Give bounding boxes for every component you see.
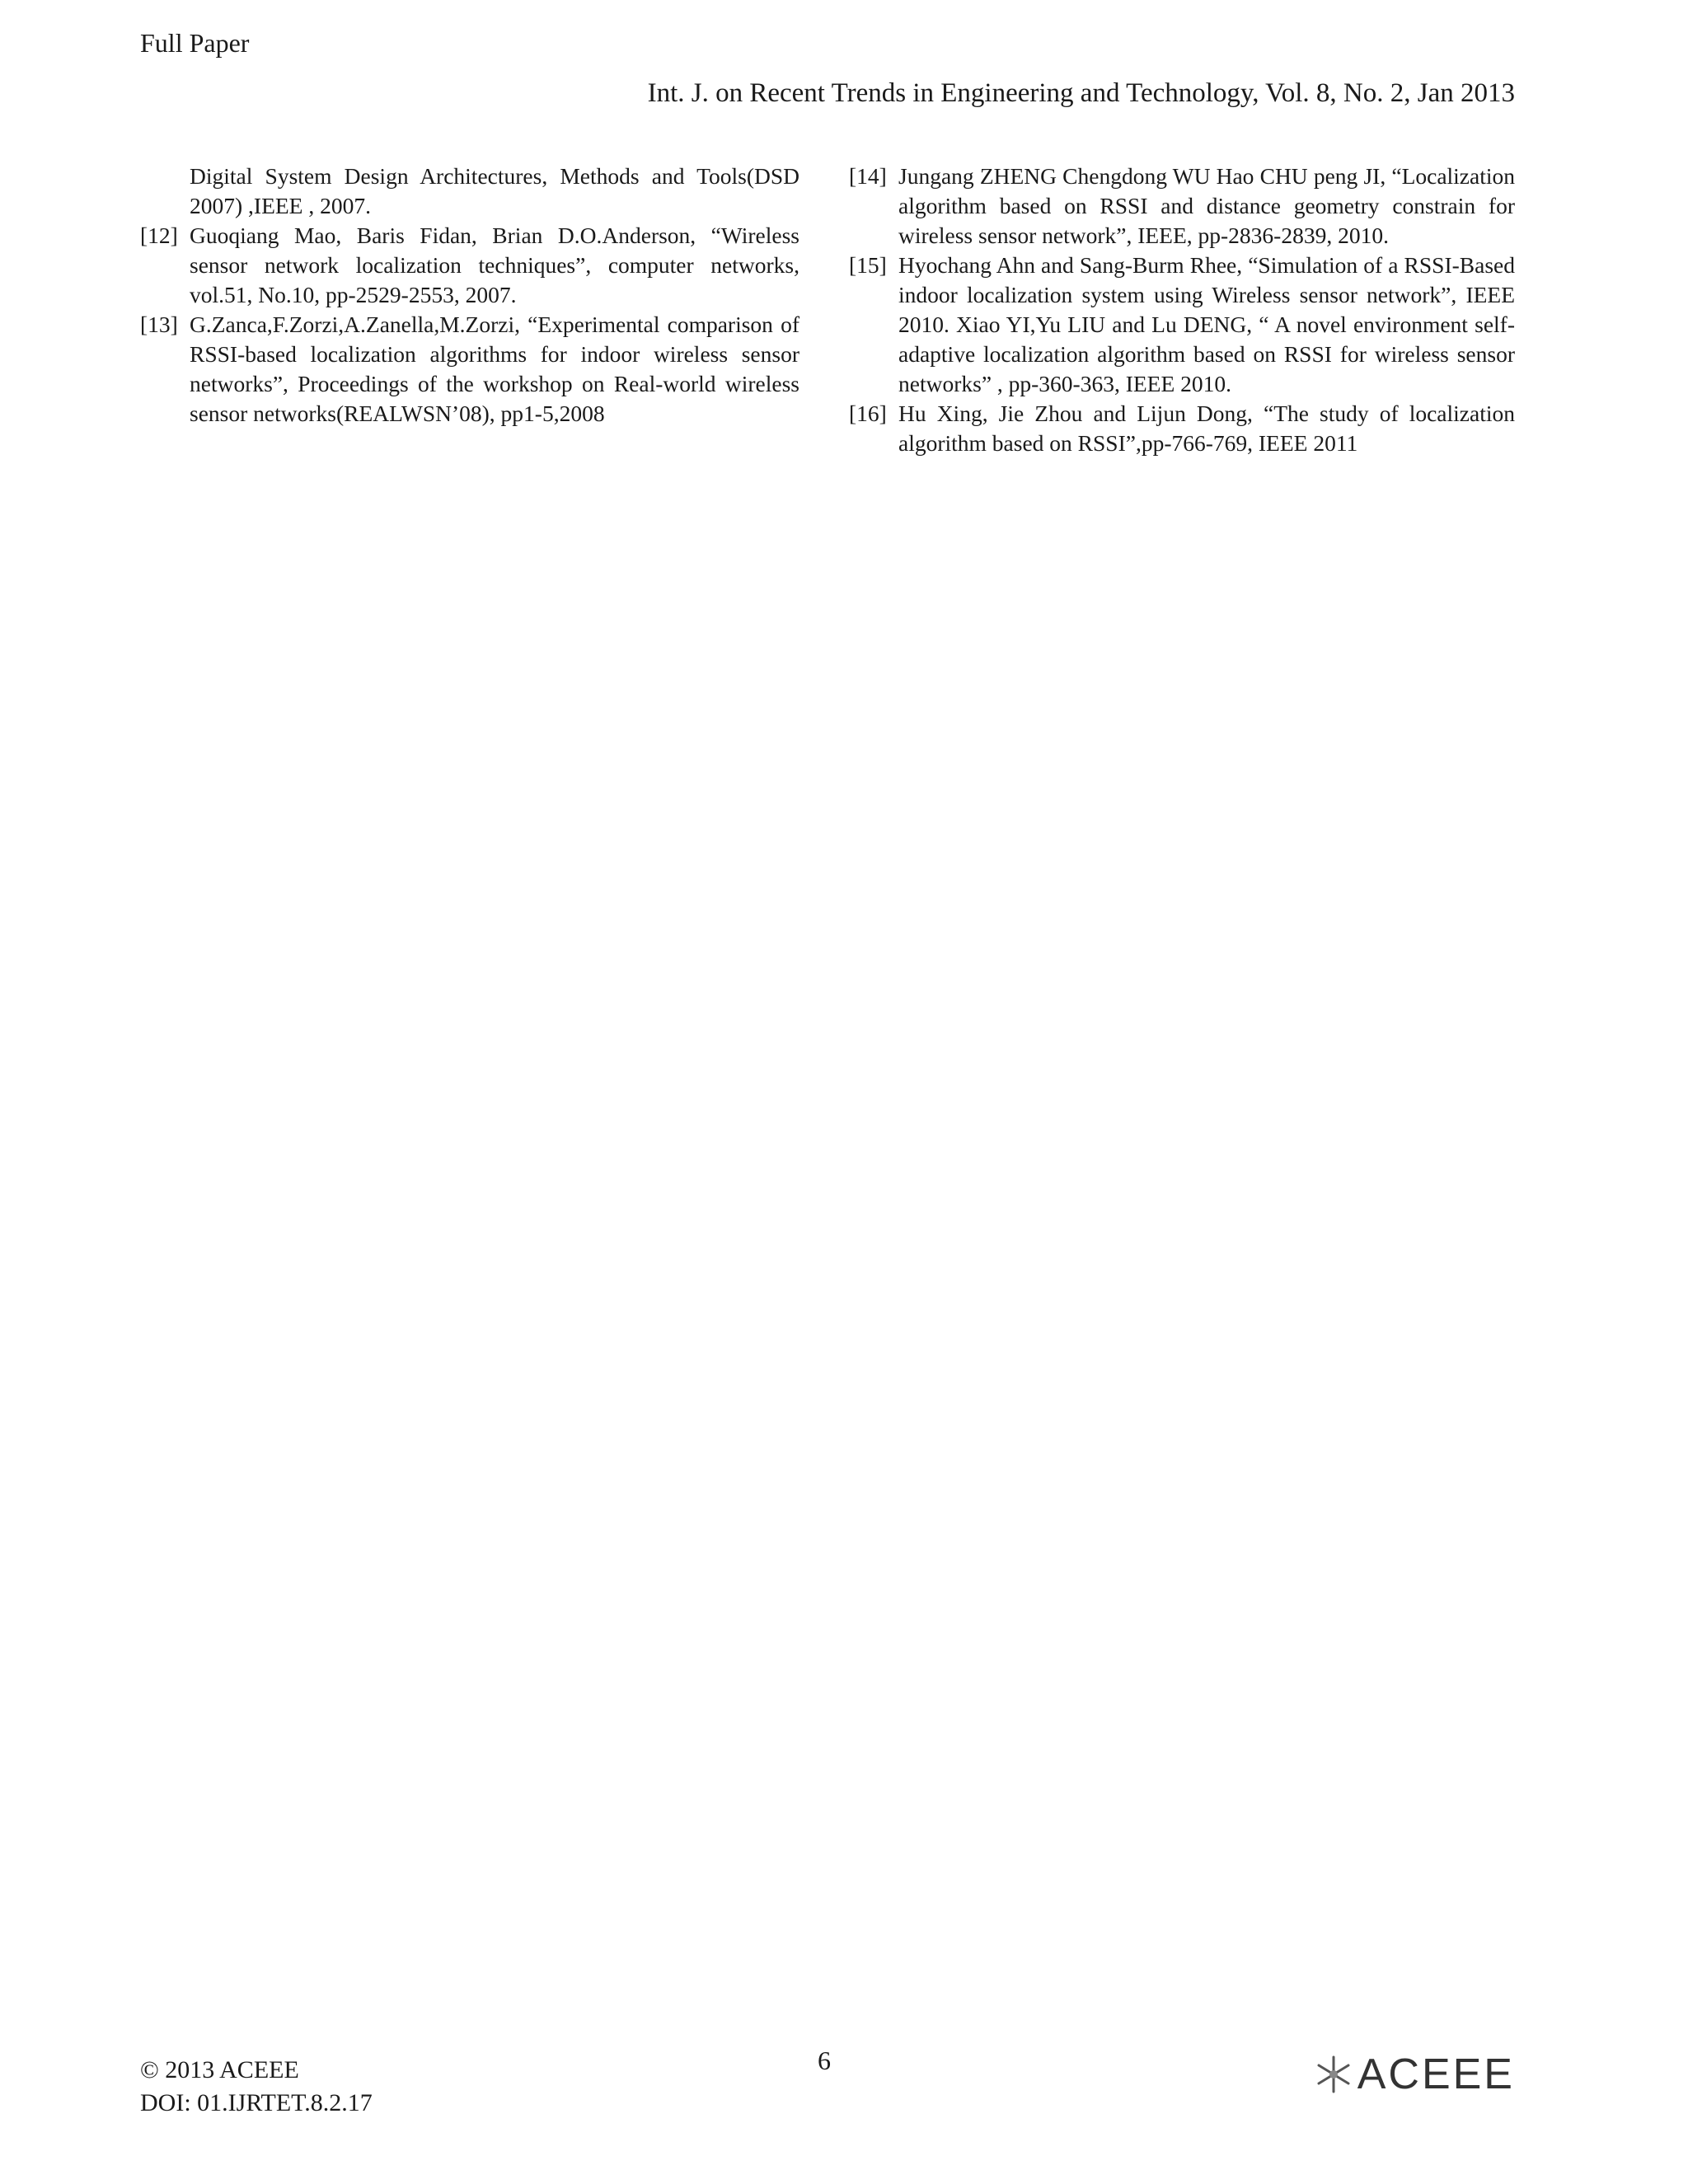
reference-text: Digital System Design Architectures, Methods and Tools(DSD 2007) ,IEEE , 2007. bbox=[190, 163, 799, 218]
doi-label: DOI: 01.IJRTET.8.2.17 bbox=[140, 2089, 373, 2116]
running-header-label: Full Paper bbox=[140, 28, 250, 58]
reference-text: G.Zanca,F.Zorzi,A.Zanella,M.Zorzi, “Experimental comparison of RSSI-based localization algorithms for indoor wireless sensor networks”, Proceedings of the workshop on Real-world wireless sensor networks(REALWSN’08), pp1-5,2008 bbox=[190, 312, 799, 426]
reference-item bbox=[140, 221, 799, 310]
reference-item bbox=[140, 310, 799, 429]
reference-number: [12] bbox=[140, 223, 178, 248]
reference-item bbox=[849, 399, 1515, 458]
page-number: 6 bbox=[818, 2046, 831, 2075]
reference-number: [14] bbox=[849, 163, 887, 189]
copyright-notice: © 2013 ACEEE bbox=[140, 2056, 299, 2083]
reference-text: Jungang ZHENG Chengdong WU Hao CHU peng JI, “Localization algorithm based on RSSI and distance geometry constrain for wireless sensor network”, IEEE, pp-2836-2839, 2010. bbox=[898, 163, 1515, 248]
logo-wordmark: ACEEE bbox=[1357, 2050, 1515, 2098]
reference-continuation bbox=[140, 162, 799, 221]
reference-text: Guoqiang Mao, Baris Fidan, Brian D.O.Anderson, “Wireless sensor network localization techniques”, computer networks, vol.51, No.10, pp-2529-2553, 2007. bbox=[190, 223, 799, 307]
references-left-column bbox=[140, 162, 799, 429]
reference-number: [16] bbox=[849, 401, 887, 426]
reference-text: Hyochang Ahn and Sang-Burm Rhee, “Simulation of a RSSI-Based indoor localization system using Wireless sensor network”, IEEE 2010. Xiao YI,Yu LIU and Lu DENG, “ A novel environment self-adaptive localization algorithm based on RSSI for wireless sensor networks” , pp-360-363, IEEE 2010. bbox=[898, 252, 1515, 396]
reference-number: [13] bbox=[140, 312, 178, 337]
star-logo-icon bbox=[1311, 2052, 1356, 2097]
reference-item bbox=[849, 251, 1515, 399]
reference-item bbox=[849, 162, 1515, 251]
reference-text: Hu Xing, Jie Zhou and Lijun Dong, “The study of localization algorithm based on RSSI”,pp-766-769, IEEE 2011 bbox=[898, 401, 1515, 456]
publisher-logo bbox=[1311, 2050, 1515, 2098]
reference-number: [15] bbox=[849, 252, 887, 278]
journal-citation-header: Int. J. on Recent Trends in Engineering and Technology, Vol. 8, No. 2, Jan 2013 bbox=[647, 78, 1515, 108]
references-right-column bbox=[849, 162, 1515, 458]
